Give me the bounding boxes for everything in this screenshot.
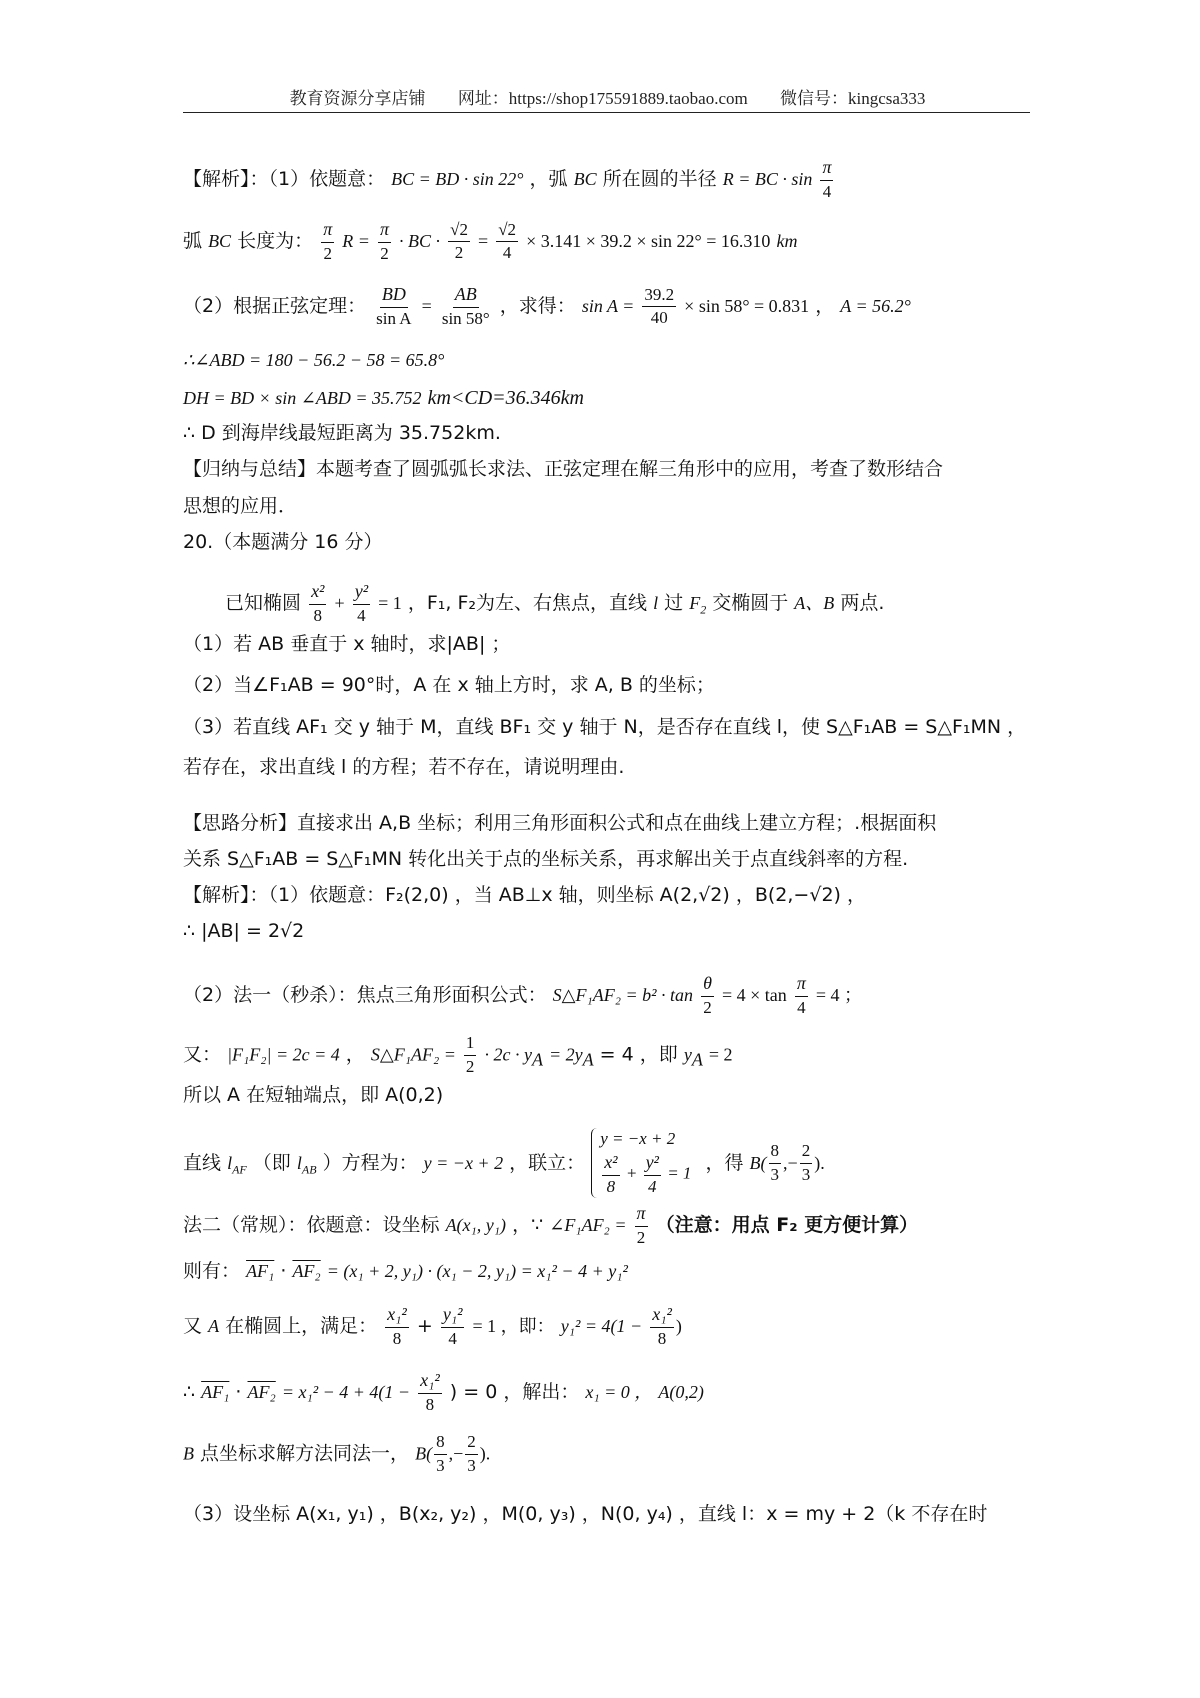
- fraction: [496, 221, 518, 263]
- equation: y = −x + 2: [600, 1129, 676, 1148]
- solution-line-4: ∴∠ABD = 180 − 56.2 − 58 = 65.8°: [183, 350, 445, 370]
- vector: AF₁: [201, 1382, 230, 1403]
- text: ，∵: [512, 1214, 544, 1237]
- math: BC = BD · sin 22°: [391, 169, 524, 190]
- math: = 4 × tan: [721, 985, 787, 1006]
- text: 已知椭圆: [225, 592, 302, 615]
- numerator: √2: [496, 221, 518, 243]
- denominator: 2: [380, 243, 389, 263]
- text: ，弧: [529, 168, 568, 191]
- math: = 4 ；: [815, 985, 863, 1006]
- fraction: [642, 286, 676, 328]
- question-3-cont: 若存在，求出直线 l 的方程；若不存在，请说明理由.: [183, 756, 625, 778]
- text: 长度为：: [237, 230, 314, 253]
- text: 又：: [183, 1043, 222, 1066]
- math: B(: [749, 1152, 767, 1173]
- solution-line-1: [183, 158, 835, 201]
- numerator: π: [321, 220, 334, 243]
- denominator: 2: [703, 997, 712, 1017]
- math: = x₁² − 4 + 4(1 −: [281, 1382, 411, 1403]
- solution-line-3: （2）根据正弦定理： $\frac{BD}{\text{sin A}}$ = $\frac{AB}{\sin 58^\circ}$ ，求得： sin A = $\frac{39.2}{40}$ × sin 58° = 0.831 ， A = 56.2°: [183, 284, 911, 328]
- solution-line-6: ∴ D 到海岸线最短距离为 35.752km.: [183, 422, 501, 444]
- math: y: [683, 1044, 692, 1065]
- denominator: sin 58°: [441, 308, 490, 328]
- part2-method1-line3: 所以 A 在短轴端点，即 A(0,2): [183, 1084, 444, 1106]
- math: = 1 ，即：: [472, 1316, 555, 1337]
- fraction: [464, 1034, 477, 1076]
- text: ）方程为：: [322, 1151, 418, 1174]
- math: BC: [208, 231, 232, 252]
- math: × 3.141 × 39.2 × sin 22° = 16.310: [526, 231, 771, 252]
- numerator: π: [820, 158, 833, 181]
- math: km<CD=36.346km: [427, 387, 584, 409]
- fraction: [701, 974, 714, 1017]
- part2-method1-line4: 直线 $l_{AF}$ （即 $l_{AB}$ ）方程为： y = −x + 2 ，联立： y = −x + 2 $\frac{\text{x²}}{8}$ + $\frac{\text{y²}}{4}$ = 1 ，得 B( $\frac{8}{3}$ ,− $\frac{2}{3}$ ).: [183, 1128, 825, 1198]
- text: ∴: [183, 1381, 196, 1404]
- numerator: 1: [464, 1034, 477, 1056]
- math: DH = BD × sin ∠ABD = 35.752: [183, 388, 422, 408]
- vector: AF₁: [246, 1261, 275, 1281]
- text: ，F₁, F₂为左、右焦点，直线: [407, 592, 648, 615]
- numerator: π: [795, 974, 808, 997]
- text: ) = 0 ，解出：: [449, 1381, 580, 1404]
- denominator: 2: [323, 243, 332, 263]
- fraction: [440, 285, 492, 328]
- text: 又: [183, 1315, 203, 1338]
- fraction: [820, 158, 833, 201]
- math: · 2c · y: [484, 1044, 532, 1065]
- analysis-line-1: 【思路分析】直接求出 A,B 坐标；利用三角形面积公式和点在曲线上建立方程；.根据面积: [183, 812, 937, 834]
- text: （2）法一（秒杀）：焦点三角形面积公式：: [183, 984, 547, 1007]
- numerator: AB: [453, 285, 479, 308]
- text: ，: [345, 1043, 365, 1066]
- problem-number: 20.（本题满分 16 分）: [183, 531, 383, 553]
- fraction: [309, 582, 326, 625]
- math: y₁² = 4(1 −: [560, 1316, 643, 1337]
- numerator: θ: [701, 974, 714, 997]
- denominator: 2: [454, 243, 464, 263]
- page-header: [185, 84, 1030, 109]
- analysis-line-2: 关系 S△F₁AB = S△F₁MN 转化出关于点的坐标关系，再求解出关于点直线斜率的方程.: [183, 848, 909, 870]
- part1-result: ∴ |AB| = 2√2: [183, 920, 305, 942]
- text: 两点.: [840, 592, 885, 615]
- math: |F₁F₂| = 2c = 4: [227, 1044, 340, 1065]
- math: = 2y: [548, 1044, 583, 1065]
- problem-statement: 已知椭圆 $\frac{\text{x²}}{8}$ + $\frac{\text{y²}}{4}$ = 1 ，F₁, F₂为左、右焦点，直线 l 过 $F_2$ 交椭圆于 A、B 两点.: [225, 581, 885, 625]
- math: sin A =: [581, 296, 635, 317]
- text: 所在圆的半径: [602, 168, 717, 191]
- math: A(0,2): [658, 1382, 704, 1403]
- header-shop: 教育资源分享店铺: [289, 89, 426, 108]
- math: S△F₁AF₂ = b² · tan: [552, 985, 694, 1006]
- part2-method2-line3: 又 A 在椭圆上，满足： $\frac{\text{x₁²}}{8}$ + $\frac{\text{y₁²}}{4}$ = 1 ，即： y₁² = 4(1 − $\frac{\text{x₁²}}{8}$ ): [183, 1304, 682, 1348]
- fraction: [353, 582, 370, 625]
- part2-method2-line4: ∴ AF₁ · AF₂ = x₁² − 4 + 4(1 − $\frac{\text{x₁²}}{8}$ ) = 0 ，解出： x₁ = 0 ， A(0,2): [183, 1370, 704, 1414]
- header-wechat: 微信号：kingcsa333: [780, 89, 926, 108]
- text: 则有：: [183, 1260, 241, 1282]
- text: = 4 ，即: [599, 1043, 678, 1066]
- text: ，联立：: [509, 1151, 586, 1174]
- math: A = 56.2°: [840, 296, 911, 317]
- math: B(: [415, 1443, 433, 1464]
- numerator: x²: [309, 582, 326, 605]
- header-url: 网址：https://shop175591889.taobao.com: [457, 89, 748, 108]
- question-1: （1）若 AB 垂直于 x 轴时，求|AB| ；: [183, 633, 511, 655]
- math: y = −x + 2: [423, 1152, 504, 1173]
- denominator: 40: [650, 308, 668, 328]
- denominator: 4: [502, 243, 512, 263]
- math: = (x₁ + 2, y₁) · (x₁ − 2, y₁) = x₁² − 4 + y₁²: [326, 1261, 628, 1281]
- text: （2）根据正弦定理：: [183, 295, 367, 318]
- numerator: BD: [380, 285, 408, 308]
- denominator: 4: [822, 181, 832, 201]
- summary-line-2: 思想的应用．: [183, 495, 298, 517]
- fraction: [374, 285, 413, 328]
- math: × sin 58° = 0.831: [684, 296, 810, 317]
- part2-method1-line2: 又： |F₁F₂| = 2c = 4 ， S△F₁AF₂ = $\frac{1}{2}$ · $2c \cdot y_A = 2y_A = 4$ ，即 $y_A = 2$: [183, 1033, 733, 1076]
- denominator: 4: [357, 605, 366, 625]
- text: ，: [815, 295, 835, 318]
- part2-method2-line1: 法二（常规）：依题意：设坐标 A(x₁, y₁) ，∵ ∠F₁AF₂ = $\frac{\pi}{2}$ （注意：用点 F₂ 更方便计算）: [183, 1203, 919, 1247]
- numerator: π: [378, 220, 391, 243]
- vector: AF₂: [292, 1261, 321, 1281]
- text: 在椭圆上，满足：: [225, 1315, 378, 1338]
- text: ，求得：: [499, 295, 576, 318]
- fraction: [795, 974, 808, 1017]
- vector: AF₂: [247, 1382, 276, 1403]
- math: = 1: [378, 593, 402, 614]
- solution-line-2: [183, 220, 797, 263]
- fraction: [448, 221, 470, 263]
- unit: km: [776, 231, 798, 252]
- text: 直线: [183, 1151, 222, 1174]
- part2-method1-line1: [183, 974, 862, 1017]
- math: R =: [342, 231, 370, 252]
- summary-line-1: 【归纳与总结】本题考查了圆弧弧长求法、正弦定理在解三角形中的应用，考查了数形结合: [183, 458, 944, 480]
- equation-system: [591, 1128, 699, 1198]
- numerator: √2: [448, 221, 470, 243]
- math: A(x₁, y₁): [445, 1215, 507, 1236]
- denominator: sin A: [376, 308, 412, 328]
- question-2: （2）当∠F₁AB = 90°时，A 在 x 轴上方时，求 A, B 的坐标；: [183, 674, 715, 696]
- header-divider: [183, 112, 1030, 113]
- denominator: 8: [313, 605, 322, 625]
- text: （即: [252, 1151, 291, 1174]
- note: （注意：用点 F₂ 更方便计算）: [655, 1214, 919, 1237]
- math: ∠F₁AF₂ =: [549, 1215, 627, 1236]
- fraction: [378, 220, 391, 263]
- text: 弧: [183, 230, 203, 253]
- part1-solution: 【解析】：（1）依题意：F₂(2,0) ，当 AB⊥x 轴，则坐标 A(2,√2) ，B(2,−√2) ，: [183, 884, 866, 906]
- math: R = BC · sin: [722, 169, 813, 190]
- text: 点坐标求解方法同法一，: [200, 1442, 410, 1465]
- fraction: [321, 220, 334, 263]
- denominator: 4: [797, 997, 806, 1017]
- part2-method2-line2: 则有： AF₁ · AF₂ = (x₁ + 2, y₁) · (x₁ − 2, y₁) = x₁² − 4 + y₁²: [183, 1260, 628, 1282]
- text: 【解析】：（1）依题意：: [183, 168, 386, 191]
- solution-line-5: [183, 388, 584, 408]
- text: ，得: [705, 1151, 744, 1174]
- numerator: 39.2: [642, 286, 676, 308]
- math: · BC ·: [399, 231, 441, 252]
- part2-method2-line5: B 点坐标求解方法同法一， B( $\frac{8}{3}$ ,− $\frac{2}{3}$ ).: [183, 1432, 491, 1475]
- numerator: y²: [353, 582, 370, 605]
- text: 交椭圆于: [712, 592, 789, 615]
- math: S△F₁AF₂ =: [370, 1044, 456, 1065]
- math: = 2: [708, 1044, 733, 1065]
- math: BC: [573, 169, 597, 190]
- math: =: [478, 231, 489, 252]
- question-3: （3）若直线 AF₁ 交 y 轴于 M，直线 BF₁ 交 y 轴于 N，是否存在直线 l，使 S△F₁AB = S△F₁MN ，: [183, 716, 1027, 738]
- text: 法二（常规）：依题意：设坐标: [183, 1214, 440, 1237]
- denominator: 2: [465, 1056, 475, 1076]
- text: 过: [664, 592, 684, 615]
- equation: $\frac{\text{x²}}{8}$ + $\frac{\text{y²}}{4}$ = 1: [604, 1152, 692, 1196]
- math: x₁ = 0 ，: [585, 1382, 653, 1403]
- part3-solution: （3）设坐标 A(x₁, y₁) ，B(x₂, y₂) ，M(0, y₃) ，N(0, y₄) ，直线 l：x = my + 2（k 不存在时: [183, 1503, 988, 1525]
